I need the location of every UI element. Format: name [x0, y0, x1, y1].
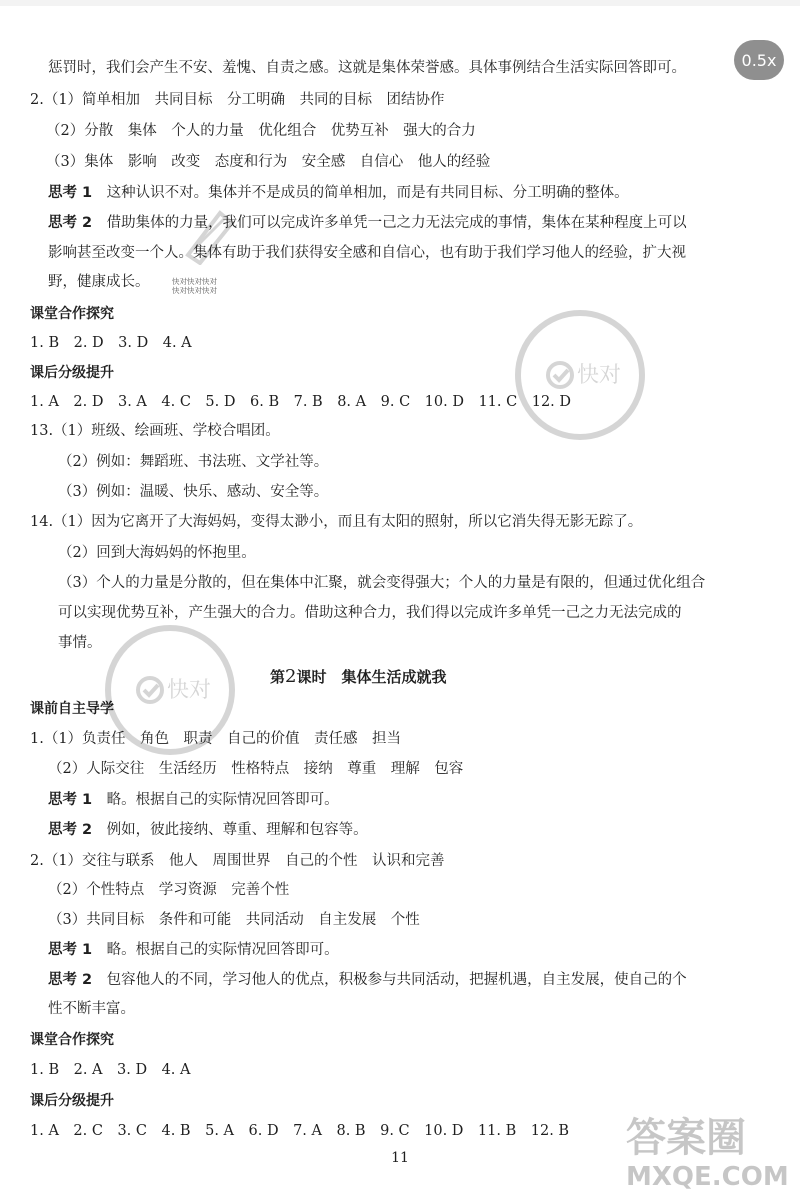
- watermark-text: 快对: [577, 363, 622, 388]
- page-number: 11: [391, 1150, 409, 1166]
- text-line: 惩罚时，我们会产生不安、羞愧、自责之感。这就是集体荣誉感。具体事例结合生活实际回答即可。: [48, 60, 686, 76]
- think-line: [48, 940, 339, 960]
- text-line: （3）个人的力量是分散的，但在集体中汇聚，就会变得强大；个人的力量是有限的，但通过优化组合: [58, 575, 706, 591]
- think-line: [48, 790, 339, 810]
- corner-logo-line1: 答案圈: [626, 1115, 746, 1161]
- section-heading: 课堂合作探究: [30, 1032, 114, 1048]
- lesson-title: [270, 666, 446, 687]
- text-line: 2.（1）简单相加 共同目标 分工明确 共同的目标 团结协作: [30, 92, 445, 108]
- text-line: 13.（1）班级、绘画班、学校合唱团。: [30, 423, 280, 439]
- answer-line: 1. B 2. A 3. D 4. A: [30, 1062, 191, 1078]
- text-line: 性不断丰富。: [48, 1001, 135, 1017]
- answer-line: 1. A 2. C 3. C 4. B 5. A 6. D 7. A 8. B 9. C 10. D 11. B 12. B: [30, 1123, 570, 1139]
- think-line: [48, 213, 687, 233]
- think-label: 思考 1: [48, 942, 93, 958]
- text-line: 14.（1）因为它离开了大海妈妈，变得太渺小，而且有太阳的照射，所以它消失得无影无踪了。: [30, 514, 643, 530]
- lesson-suffix: 课时 集体生活成就我: [296, 668, 447, 686]
- text-line: （2）回到大海妈妈的怀抱里。: [58, 545, 256, 561]
- answer-line: 1. B 2. D 3. D 4. A: [30, 335, 192, 351]
- text-line: （2）人际交往 生活经历 性格特点 接纳 尊重 理解 包容: [48, 761, 464, 777]
- watermark-seal-icon: [505, 300, 655, 450]
- zoom-level-badge[interactable]: 0.5x: [734, 40, 784, 80]
- think-text: 包容他人的不同，学习他人的优点，积极参与共同活动，把握机遇，自主发展，使自己的个: [106, 972, 687, 988]
- think-line: [48, 820, 368, 840]
- section-heading: 课后分级提升: [30, 365, 114, 381]
- section-heading: 课前自主导学: [30, 701, 114, 717]
- corner-logo: [612, 1103, 798, 1193]
- think-label: 思考 2: [48, 972, 93, 988]
- lesson-prefix: 第: [270, 668, 286, 686]
- corner-logo-line2: MXQE.COM: [626, 1162, 789, 1192]
- watermark-pencil-icon: [180, 205, 240, 265]
- think-label: 思考 1: [48, 185, 93, 201]
- text-line: 1.（1）负责任 角色 职责 自己的价值 责任感 担当: [30, 731, 402, 747]
- small-note-line: 快对快对快对: [172, 277, 217, 286]
- text-line: 影响甚至改变一个人。集体有助于我们获得安全感和自信心，也有助于我们学习他人的经验，扩大视: [48, 245, 686, 261]
- think-text: 略。根据自己的实际情况回答即可。: [106, 942, 339, 958]
- text-line: （2）分散 集体 个人的力量 优化组合 优势互补 强大的合力: [46, 123, 476, 139]
- watermark-text: 快对: [167, 678, 212, 703]
- think-text: 这种认识不对。集体并不是成员的简单相加，而是有共同目标、分工明确的整体。: [106, 185, 629, 201]
- small-note-line: 快对快对快对: [172, 286, 217, 295]
- think-label: 思考 2: [48, 822, 93, 838]
- small-note: [172, 277, 217, 295]
- top-edge: [0, 0, 800, 6]
- section-heading: 课堂合作探究: [30, 306, 114, 322]
- section-heading: 课后分级提升: [30, 1093, 114, 1109]
- watermark-seal-icon: [95, 615, 245, 765]
- think-label: 思考 2: [48, 215, 93, 231]
- think-text: 借助集体的力量，我们可以完成许多单凭一己之力无法完成的事情，集体在某种程度上可以: [106, 215, 687, 231]
- think-line: [48, 970, 687, 990]
- think-line: [48, 183, 629, 203]
- think-text: 例如，彼此接纳、尊重、理解和包容等。: [106, 822, 368, 838]
- lesson-number: 2: [285, 666, 297, 687]
- answer-line: 1. A 2. D 3. A 4. C 5. D 6. B 7. B 8. A 9. C 10. D 11. C 12. D: [30, 394, 572, 410]
- text-line: 可以实现优势互补，产生强大的合力。借助这种合力，我们得以完成许多单凭一己之力无法完成的: [58, 605, 682, 621]
- text-line: （3）共同目标 条件和可能 共同活动 自主发展 个性: [48, 912, 420, 928]
- text-line: （3）集体 影响 改变 态度和行为 安全感 自信心 他人的经验: [46, 154, 491, 170]
- text-line: （2）个性特点 学习资源 完善个性: [48, 882, 290, 898]
- text-line: （2）例如：舞蹈班、书法班、文学社等。: [58, 454, 329, 470]
- text-line: 事情。: [58, 635, 102, 651]
- think-text: 略。根据自己的实际情况回答即可。: [106, 792, 339, 808]
- text-line: 野，健康成长。: [48, 274, 150, 290]
- text-line: 2.（1）交往与联系 他人 周围世界 自己的个性 认识和完善: [30, 853, 445, 869]
- text-line: （3）例如：温暖、快乐、感动、安全等。: [58, 484, 329, 500]
- think-label: 思考 1: [48, 792, 93, 808]
